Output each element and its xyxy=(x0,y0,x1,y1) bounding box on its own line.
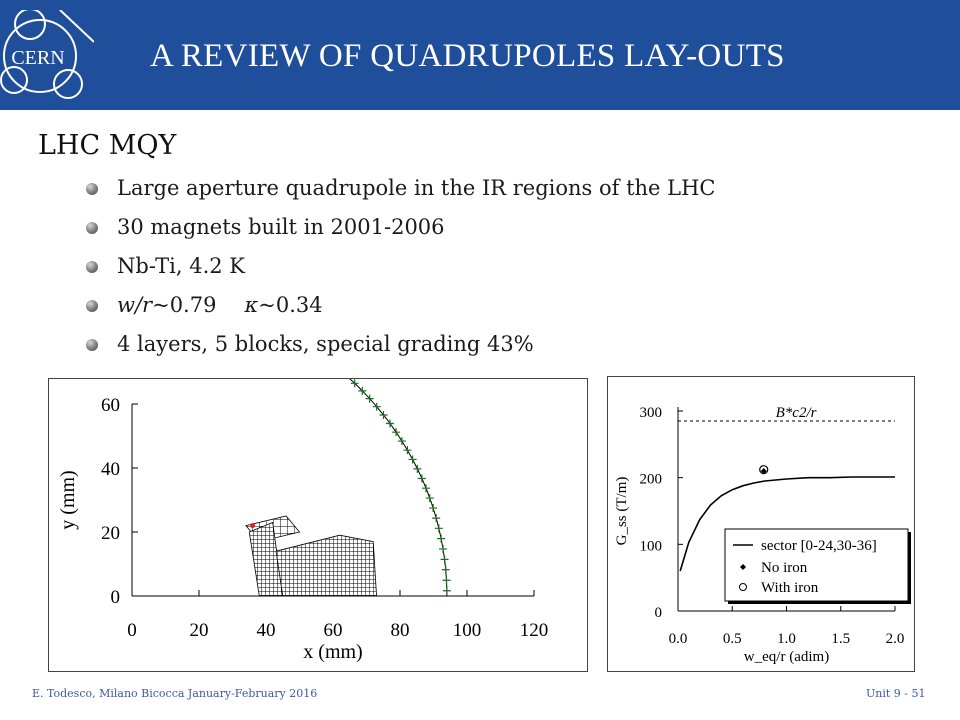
x-tick-label: 60 xyxy=(323,620,343,641)
iron-marker xyxy=(398,437,406,445)
y-tick-label: 0 xyxy=(110,587,120,608)
x-axis-label: w_eq/r (adim) xyxy=(743,649,830,665)
y-tick-label: 300 xyxy=(639,405,662,421)
gradient-plot xyxy=(607,376,915,672)
iron-marker xyxy=(413,465,421,473)
x-tick-label: 1.5 xyxy=(831,631,851,647)
iron-marker xyxy=(409,455,417,463)
cern-logo-text: CERN xyxy=(11,47,65,69)
y-tick-label: 40 xyxy=(101,459,120,480)
bullet-text: 30 magnets built in 2001-2006 xyxy=(117,215,445,239)
y-tick-label: 0 xyxy=(654,605,662,621)
header-bar xyxy=(0,0,960,110)
iron-marker xyxy=(443,587,451,595)
iron-marker xyxy=(429,504,437,512)
bullet-text: Large aperture quadrupole in the IR regions of the LHC xyxy=(117,176,716,200)
legend-circle-swatch xyxy=(740,584,747,591)
y-tick-label: 100 xyxy=(639,538,662,555)
x-tick-label: 1.0 xyxy=(777,631,796,647)
iron-marker xyxy=(422,484,430,492)
bullet-icon xyxy=(86,300,98,312)
iron-marker xyxy=(435,524,443,532)
coil-layout-plot xyxy=(48,378,588,672)
kappa-symbol: κ xyxy=(244,293,259,317)
page-title: A REVIEW OF QUADRUPOLES LAY-OUTS xyxy=(150,38,785,74)
iron-marker xyxy=(442,576,450,584)
iron-marker xyxy=(418,474,426,482)
bullet-item xyxy=(86,215,715,254)
kappa-value: ~0.34 xyxy=(258,293,323,317)
x-tick-label: 100 xyxy=(452,620,482,641)
x-tick-label: 0 xyxy=(127,620,137,641)
x-tick-label: 120 xyxy=(519,620,549,641)
iron-marker xyxy=(426,494,434,502)
w-r-value: ~0.79 xyxy=(152,293,217,317)
annotation-label: B*c2/r xyxy=(775,405,817,421)
w-r-label: w/r xyxy=(117,293,153,317)
section-subtitle: LHC MQY xyxy=(38,130,177,161)
y-axis-label: y (mm) xyxy=(57,470,79,530)
x-tick-label: 40 xyxy=(256,620,276,641)
x-tick-label: 80 xyxy=(390,620,410,641)
footer-author: E. Todesco, Milano Bicocca January-February 2016 xyxy=(32,687,318,700)
coil-layout-svg xyxy=(49,379,587,671)
bullet-icon xyxy=(86,183,98,195)
bullet-icon xyxy=(86,261,98,273)
bullet-list xyxy=(86,176,715,371)
coil-block-main xyxy=(276,535,377,596)
bullet-item xyxy=(86,332,715,371)
legend-label: sector [0-24,30-36] xyxy=(761,538,877,554)
x-tick-label: 0.5 xyxy=(722,631,742,647)
y-tick-label: 60 xyxy=(101,395,120,416)
x-tick-label: 0.0 xyxy=(668,631,688,647)
gradient-svg xyxy=(608,377,914,671)
iron-marker xyxy=(437,535,445,543)
cern-logo-icon xyxy=(0,10,94,102)
iron-marker xyxy=(439,545,447,553)
iron-marker xyxy=(403,446,411,454)
y-tick-label: 200 xyxy=(639,471,662,488)
x-tick-label: 2.0 xyxy=(885,631,905,647)
red-marker xyxy=(250,523,255,528)
x-axis-label: x (mm) xyxy=(303,641,363,663)
iron-marker xyxy=(442,566,450,574)
bullet-item xyxy=(86,293,715,332)
iron-marker xyxy=(441,555,449,563)
bullet-item xyxy=(86,254,715,293)
bullet-item xyxy=(86,176,715,215)
bullet-text: 4 layers, 5 blocks, special grading 43% xyxy=(117,332,534,356)
footer-page-number: Unit 9 - 51 xyxy=(866,687,926,700)
iron-marker xyxy=(432,514,440,522)
y-tick-label: 20 xyxy=(101,523,120,544)
x-tick-label: 20 xyxy=(189,620,209,641)
iron-marker xyxy=(386,419,394,427)
bullet-icon xyxy=(86,222,98,234)
y-axis-label: G_ss (T/m) xyxy=(614,476,630,546)
legend-label: With iron xyxy=(761,580,819,596)
bullet-icon xyxy=(86,339,98,351)
legend-label: No iron xyxy=(761,560,808,576)
bullet-text: Nb-Ti, 4.2 K xyxy=(117,254,245,278)
iron-marker xyxy=(392,428,400,436)
